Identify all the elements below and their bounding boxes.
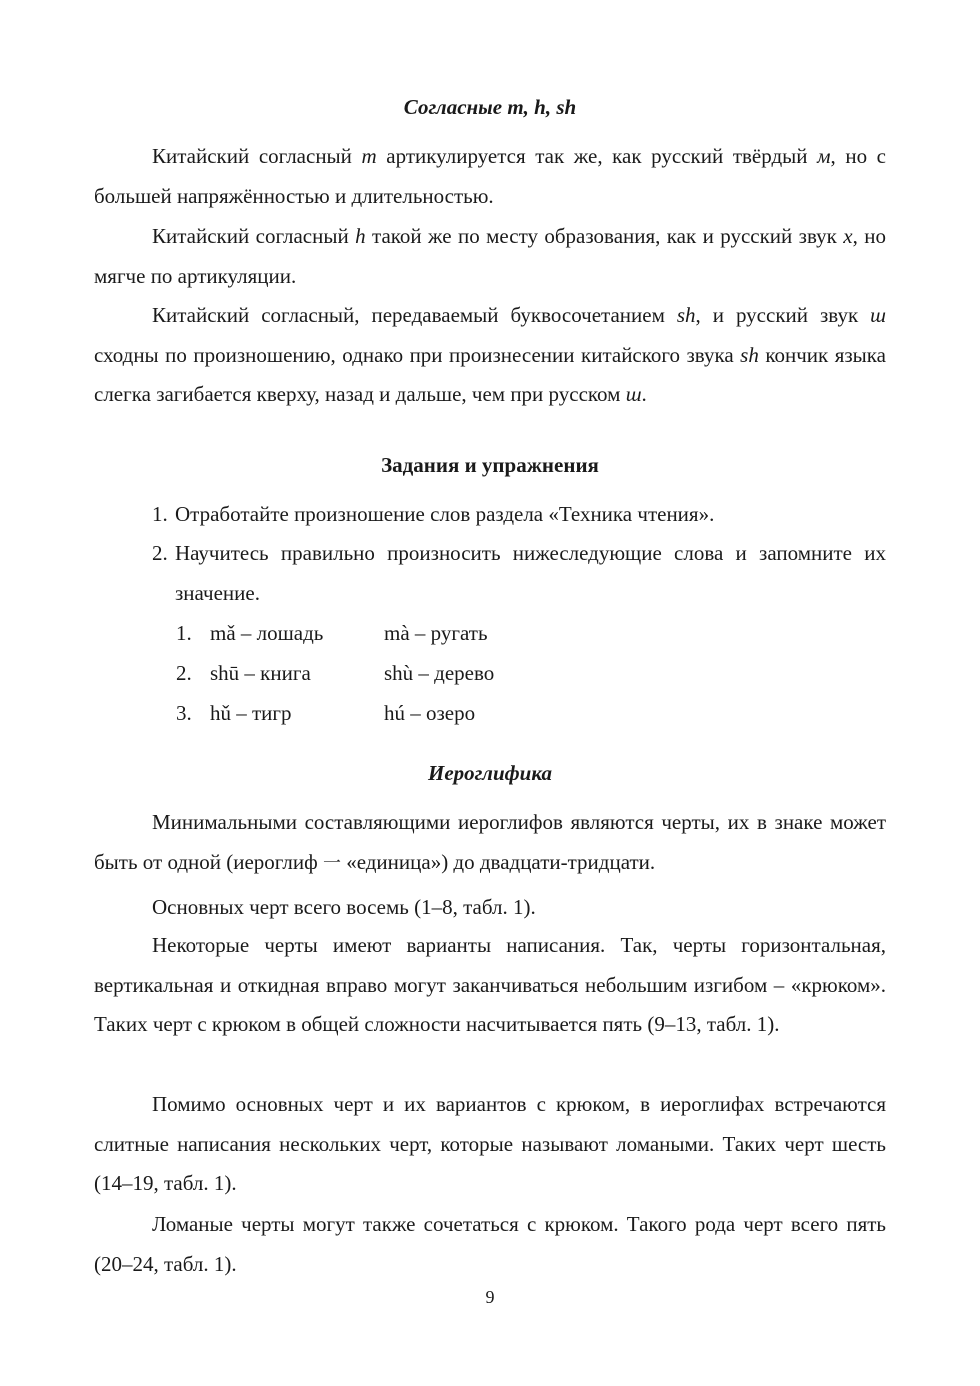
- exercise-item: [152, 534, 886, 613]
- text-run: такой же по месту образования, как и русский звук: [365, 224, 844, 248]
- exercise-number: 1.: [152, 502, 168, 526]
- text-run: артикулируется так же, как русский твёрдый: [376, 144, 818, 168]
- em-run: h: [355, 224, 366, 248]
- word-number: 2.: [176, 661, 192, 685]
- exercise-text: Отработайте произношение слов раздела «Техника чтения».: [175, 502, 715, 526]
- hanzi-char: 一: [322, 852, 341, 874]
- text-run: , и русский звук: [695, 303, 871, 327]
- word-b: shù – дерево: [384, 661, 495, 685]
- text-run: .: [641, 382, 647, 406]
- heading-hieroglyphics: Иероглифика: [428, 761, 552, 785]
- em-run: м: [817, 144, 831, 168]
- paragraph-hook-strokes: Некоторые черты имеют варианты написания. Так, черты горизонтальная, вертикальная и откидная вправо могут заканчиваться небольшим изгибом – «крюком». Таких черт с крюком в общей сложности насчитывается пять (9–13, табл. 1).: [94, 933, 886, 1036]
- heading-consonants: Согласные m, h, sh: [403, 95, 577, 119]
- text-run: Китайский согласный: [152, 144, 362, 168]
- exercise-text: Научитесь правильно произносить нижеследующие слова и запомните их значение.: [175, 541, 886, 605]
- text-run: сходны по произношению, однако при произнесении китайского звука: [94, 342, 741, 367]
- paragraph-broken-hook: Ломаные черты могут также сочетаться с крюком. Такого рода черт всего пять (20–24, табл. 1).: [94, 1212, 886, 1276]
- em-run: ш: [625, 382, 642, 406]
- word-number: 3.: [176, 701, 192, 725]
- text-run: Минимальными составляющими иероглифов являются черты, их в знаке может быть от одной (иероглиф: [94, 810, 886, 874]
- text-run: «единица») до двадцати-тридцати.: [340, 849, 656, 874]
- paragraph-basic-strokes: Основных черт всего восемь (1–8, табл. 1).: [152, 895, 536, 919]
- em-run: sh: [740, 342, 759, 367]
- word-number: 1.: [176, 621, 192, 645]
- word-a: hǔ – тигр: [210, 701, 292, 725]
- paragraph-h: [94, 217, 886, 296]
- word-a: mǎ – лошадь: [210, 621, 324, 645]
- paragraph-strokes-intro: [94, 803, 886, 883]
- exercise-item: [152, 495, 886, 535]
- text-run: Китайский согласный: [152, 224, 356, 248]
- text-run: кончик языка слегка загибается кверху, назад и дальше, чем при русском: [94, 342, 886, 406]
- word-b: mà – ругать: [384, 621, 488, 645]
- text-run: , но с большей напряжённостью и длительностью.: [94, 144, 887, 208]
- text-run: , но мягче по артикуляции.: [94, 224, 886, 288]
- word-a: shū – книга: [210, 661, 311, 685]
- em-run: ш: [870, 303, 886, 327]
- word-b: hú – озеро: [384, 701, 476, 725]
- paragraph-broken-strokes: Помимо основных черт и их вариантов с крюком, в иероглифах встречаются слитные написания нескольких черт, которые называют ломаными. Таких черт шесть (14–19, табл. 1).: [94, 1092, 886, 1195]
- em-run: m: [361, 144, 377, 168]
- heading-exercises: Задания и упражнения: [381, 453, 599, 477]
- text-run: Китайский согласный, передаваемый буквосочетанием: [152, 303, 677, 327]
- em-run: sh: [676, 303, 696, 327]
- exercise-number: 2.: [152, 541, 168, 565]
- paragraph-sh: [94, 296, 886, 415]
- em-run: х: [843, 224, 853, 248]
- page-number: 9: [485, 1287, 495, 1307]
- paragraph-m: [94, 137, 886, 216]
